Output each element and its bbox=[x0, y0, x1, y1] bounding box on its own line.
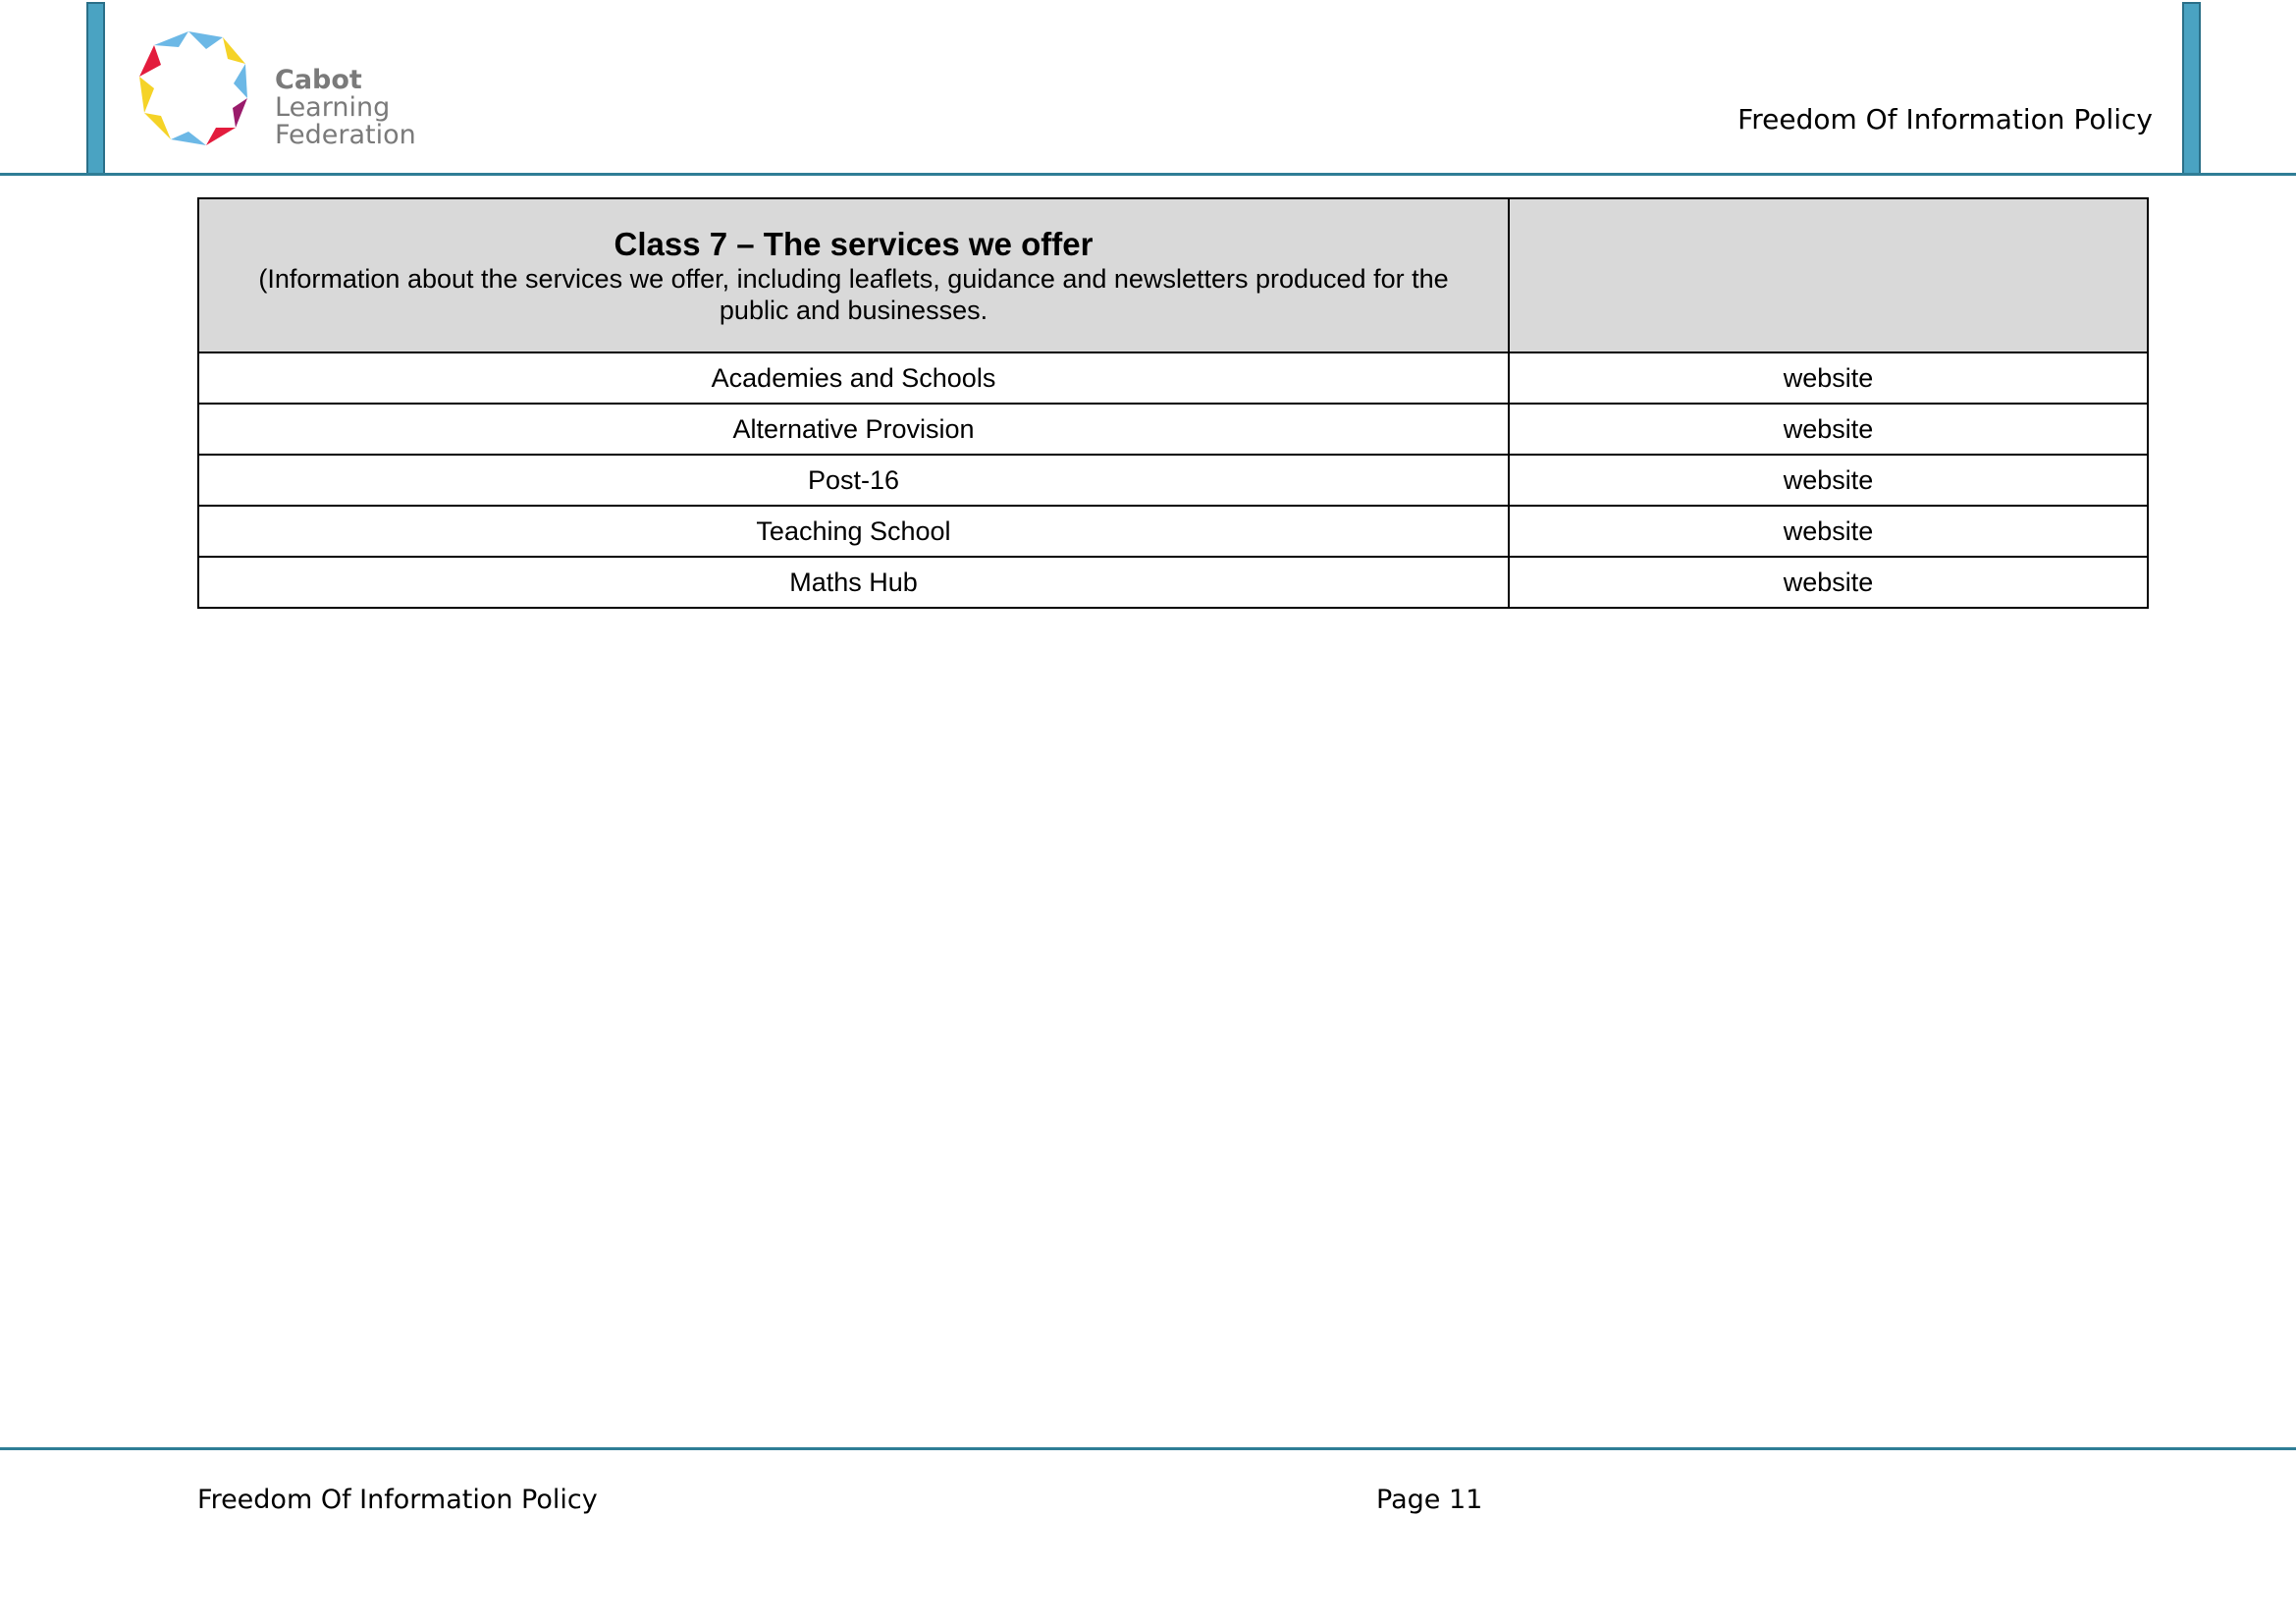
table-cell-item: Maths Hub bbox=[198, 557, 1509, 608]
brand-name bbox=[275, 67, 416, 149]
services-table bbox=[197, 197, 2149, 609]
page-number: Page 11 bbox=[1376, 1485, 1483, 1515]
brand-line-3: Federation bbox=[275, 120, 416, 150]
table-cell-source: website bbox=[1509, 404, 2148, 455]
header-title: Freedom Of Information Policy bbox=[1737, 103, 2153, 135]
table-cell-source: website bbox=[1509, 506, 2148, 557]
table-cell-item: Alternative Provision bbox=[198, 404, 1509, 455]
table-row bbox=[198, 352, 2148, 404]
table-cell-source: website bbox=[1509, 557, 2148, 608]
footer-title: Freedom Of Information Policy bbox=[197, 1485, 598, 1515]
table-heading-title: Class 7 – The services we offer bbox=[614, 225, 1094, 262]
table-cell-item: Teaching School bbox=[198, 506, 1509, 557]
footer-rule bbox=[0, 1447, 2296, 1450]
table-cell-source: website bbox=[1509, 352, 2148, 404]
table-cell-item: Academies and Schools bbox=[198, 352, 1509, 404]
header-left-bar bbox=[86, 2, 105, 175]
table-heading-row bbox=[198, 198, 2148, 352]
table-heading-right-cell bbox=[1509, 198, 2148, 352]
table-cell-item: Post-16 bbox=[198, 455, 1509, 506]
table-row bbox=[198, 455, 2148, 506]
table-heading-cell bbox=[198, 198, 1509, 352]
table-heading-description: (Information about the services we offer, including leaflets, guidance and newsletters produced for the public and businesses. bbox=[258, 263, 1449, 325]
cabot-logo-icon bbox=[130, 29, 262, 152]
table-cell-source: website bbox=[1509, 455, 2148, 506]
table-row bbox=[198, 557, 2148, 608]
brand-line-2: Learning bbox=[275, 92, 391, 123]
brand-line-1: Cabot bbox=[275, 65, 362, 95]
header-rule bbox=[0, 173, 2296, 176]
table-row bbox=[198, 506, 2148, 557]
table-row bbox=[198, 404, 2148, 455]
header-right-bar bbox=[2182, 2, 2201, 175]
